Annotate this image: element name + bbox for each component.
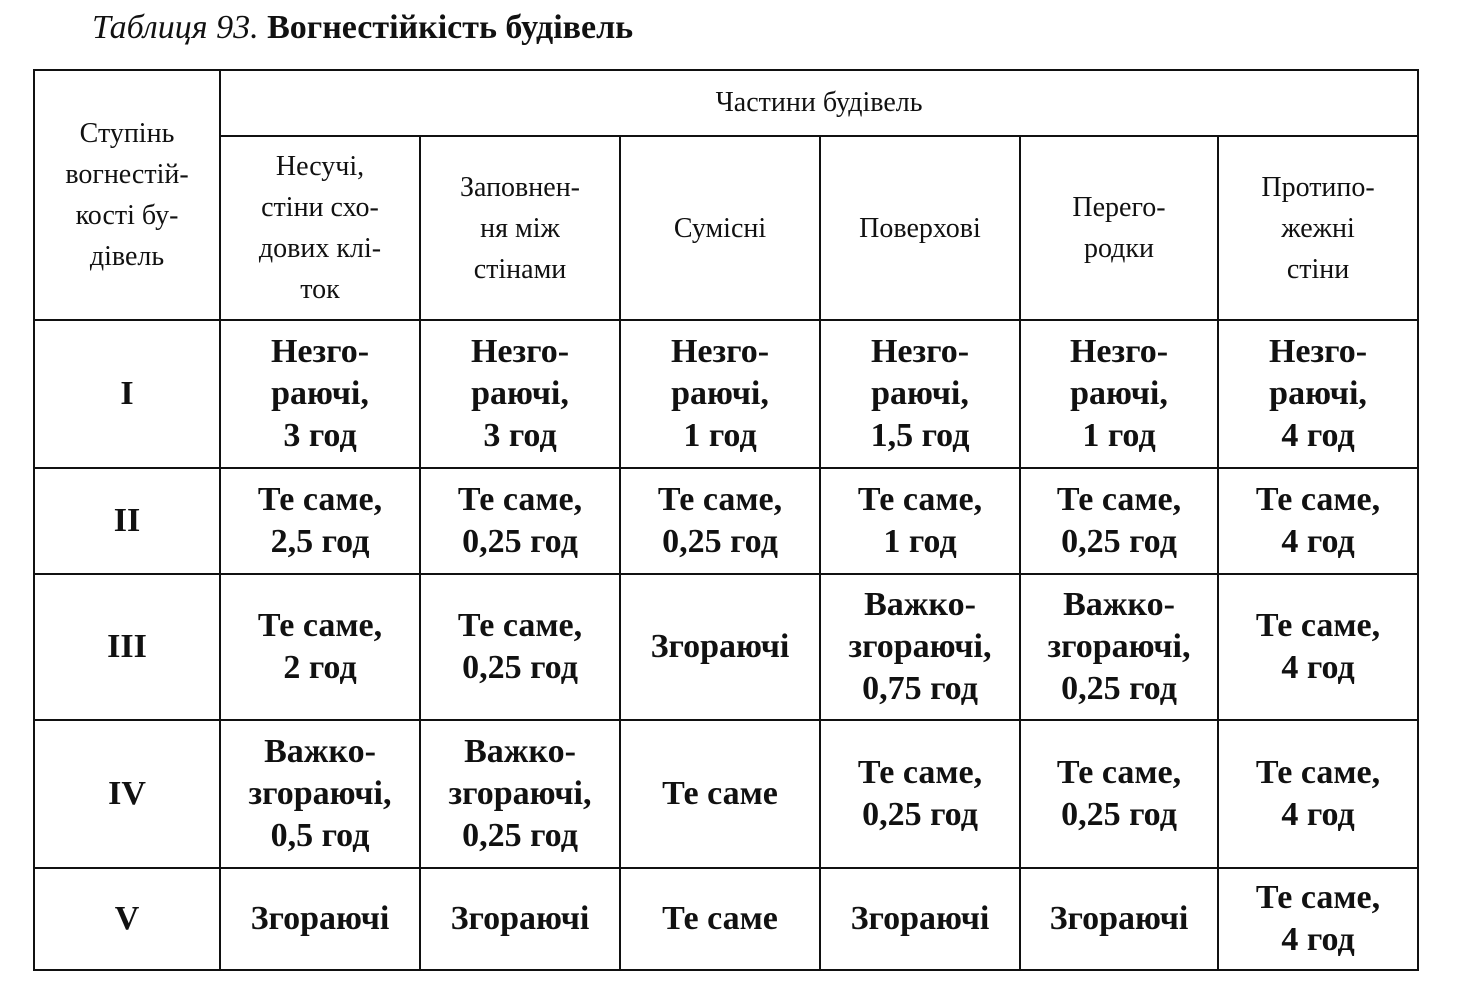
- degree-cell: V: [34, 868, 220, 970]
- table-row: [34, 720, 1418, 868]
- column-header: Перего- родки: [1020, 136, 1218, 320]
- table-cell: Важко- згораючі, 0,25 год: [1020, 574, 1218, 720]
- fire-resistance-table: [33, 69, 1419, 971]
- column-header: Протипо- жежні стіни: [1218, 136, 1418, 320]
- table-cell: Незго- раючі, 1 год: [1020, 320, 1218, 468]
- caption-title: Вогнестійкість будівель: [267, 9, 634, 46]
- table-cell: Важко- згораючі, 0,25 год: [420, 720, 620, 868]
- table-cell: Те саме: [620, 720, 820, 868]
- table-cell: Важко- згораючі, 0,5 год: [220, 720, 420, 868]
- header-row-group: [34, 70, 1418, 136]
- caption-number: Таблиця 93.: [92, 9, 259, 46]
- table-cell: Згораючі: [420, 868, 620, 970]
- column-header: Заповнен- ня між стінами: [420, 136, 620, 320]
- header-row-columns: [34, 136, 1418, 320]
- table-cell: Те саме, 0,25 год: [1020, 720, 1218, 868]
- row-header-degree: Ступінь вогнестій- кості бу- дівель: [34, 70, 220, 320]
- table-caption: [92, 8, 633, 48]
- table-cell: Незго- раючі, 1,5 год: [820, 320, 1020, 468]
- table-row: [34, 320, 1418, 468]
- column-header: Несучі, стіни схо- дових клі- ток: [220, 136, 420, 320]
- table-cell: Те саме, 0,25 год: [420, 574, 620, 720]
- table-row: [34, 574, 1418, 720]
- group-header-building-parts: Частини будівель: [220, 70, 1418, 136]
- degree-cell: II: [34, 468, 220, 574]
- table-cell: Згораючі: [1020, 868, 1218, 970]
- column-header: Поверхові: [820, 136, 1020, 320]
- table-cell: Те саме: [620, 868, 820, 970]
- table-cell: Те саме, 2 год: [220, 574, 420, 720]
- table-cell: Те саме, 4 год: [1218, 868, 1418, 970]
- degree-cell: IV: [34, 720, 220, 868]
- table-cell: Те саме, 4 год: [1218, 468, 1418, 574]
- table-cell: Згораючі: [220, 868, 420, 970]
- column-header: Сумісні: [620, 136, 820, 320]
- table-cell: Те саме, 0,25 год: [420, 468, 620, 574]
- table-cell: Незго- раючі, 3 год: [420, 320, 620, 468]
- degree-cell: I: [34, 320, 220, 468]
- table-cell: Те саме, 0,25 год: [820, 720, 1020, 868]
- table-row: [34, 868, 1418, 970]
- table-cell: Згораючі: [620, 574, 820, 720]
- table-cell: Те саме, 4 год: [1218, 574, 1418, 720]
- table-cell: Згораючі: [820, 868, 1020, 970]
- table-cell: Те саме, 4 год: [1218, 720, 1418, 868]
- table-cell: Те саме, 1 год: [820, 468, 1020, 574]
- table-cell: Незго- раючі, 1 год: [620, 320, 820, 468]
- degree-cell: III: [34, 574, 220, 720]
- table-cell: Незго- раючі, 3 год: [220, 320, 420, 468]
- table-cell: Те саме, 0,25 год: [620, 468, 820, 574]
- table-cell: Важко- згораючі, 0,75 год: [820, 574, 1020, 720]
- table-cell: Незго- раючі, 4 год: [1218, 320, 1418, 468]
- table-row: [34, 468, 1418, 574]
- table-cell: Те саме, 0,25 год: [1020, 468, 1218, 574]
- table-cell: Те саме, 2,5 год: [220, 468, 420, 574]
